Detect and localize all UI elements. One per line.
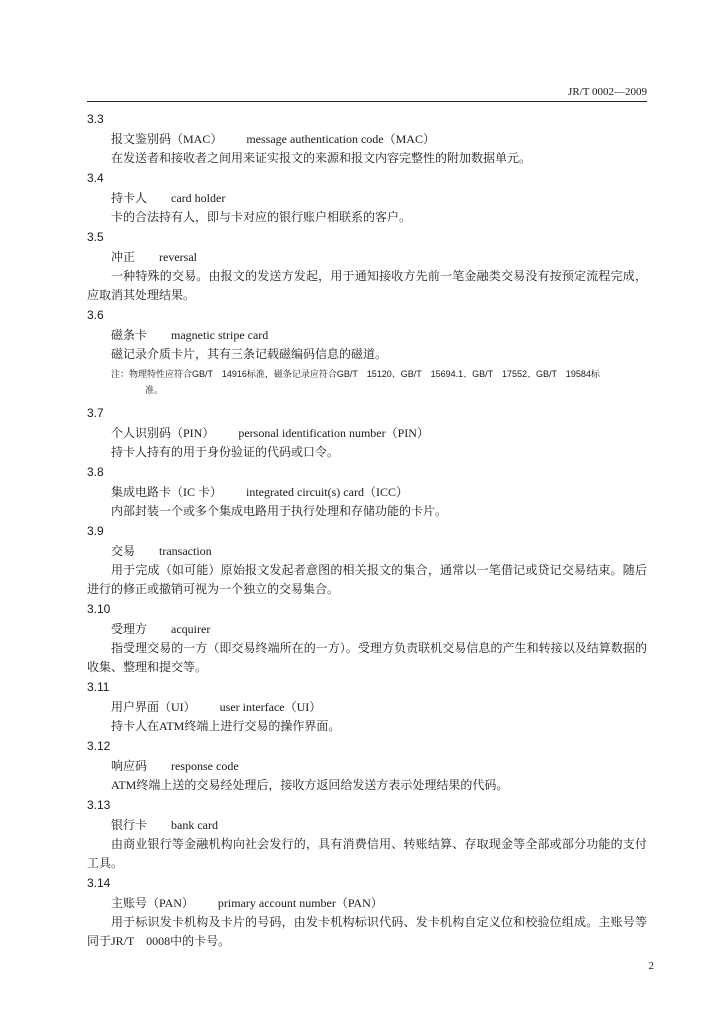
term-definition: 持卡人在ATM终端上进行交易的操作界面。 — [111, 719, 341, 733]
term-english: magnetic stripe card — [171, 328, 269, 342]
clause-number: 3.8 — [87, 465, 104, 479]
clause-number: 3.13 — [87, 798, 111, 812]
note-text: 注：物理特性应符合GB/T 14916标准，磁条记录应符合GB/T 15120、GB/T 15694.1、GB/T 17552、GB/T 19584标 — [111, 369, 600, 379]
term-chinese: 受理方 — [111, 622, 148, 636]
term-english: message authentication code（MAC） — [246, 132, 435, 146]
clause-number: 3.11 — [87, 680, 110, 694]
clause-number: 3.14 — [87, 876, 111, 890]
term-entry — [87, 678, 647, 736]
term-english: response code — [171, 759, 239, 773]
page-number: 2 — [648, 960, 654, 972]
term-definition: ATM终端上送的交易经处理后，接收方返回给发送方表示处理结果的代码。 — [111, 778, 509, 792]
term-line — [87, 189, 647, 208]
term-entry — [87, 522, 647, 599]
terms-list — [87, 110, 647, 952]
header-rule — [87, 101, 647, 102]
term-chinese: 银行卡 — [111, 818, 148, 832]
term-chinese: 冲正 — [111, 250, 136, 264]
term-chinese: 报文鉴别码（MAC） — [111, 132, 223, 146]
term-definition: 卡的合法持有人，即与卡对应的银行账户相联系的客户。 — [111, 210, 412, 224]
clause-number: 3.5 — [87, 230, 104, 244]
clause-number: 3.4 — [87, 171, 104, 185]
term-definition: 内部封装一个或多个集成电路用于执行处理和存储功能的卡片。 — [111, 504, 448, 518]
term-english: primary account number（PAN） — [217, 896, 383, 910]
term-line — [87, 894, 647, 913]
term-entry — [87, 404, 647, 462]
document-code: JR/T 0002—2009 — [568, 86, 647, 98]
clause-number: 3.12 — [87, 739, 111, 753]
term-entry — [87, 110, 647, 168]
term-english: reversal — [159, 250, 197, 264]
term-chinese: 磁条卡 — [111, 328, 148, 342]
term-english: personal identification number（PIN） — [238, 426, 429, 440]
term-entry — [87, 737, 647, 795]
term-entry — [87, 874, 647, 951]
term-line — [87, 326, 647, 345]
term-chinese: 主账号（PAN） — [111, 896, 194, 910]
term-line — [87, 483, 647, 502]
term-entry — [87, 796, 647, 873]
term-entry — [87, 169, 647, 227]
term-entry — [87, 600, 647, 677]
term-line — [87, 542, 647, 561]
term-definition: 在发送者和接收者之间用来证实报文的来源和报文内容完整性的附加数据单元。 — [111, 151, 532, 165]
term-english: integrated circuit(s) card（ICC） — [246, 485, 408, 499]
term-definition: 指受理交易的一方（即交易终端所在的一方）。受理方负责联机交易信息的产生和转接以及结算数据的收集、整理和提交等。 — [87, 641, 647, 674]
term-chinese: 个人识别码（PIN） — [111, 426, 215, 440]
term-definition: 由商业银行等金融机构向社会发行的，具有消费信用、转账结算、存取现金等全部或部分功能的支付工具。 — [87, 837, 647, 870]
term-chinese: 交易 — [111, 544, 136, 558]
term-entry — [87, 228, 647, 305]
term-line — [87, 816, 647, 835]
term-definition: 用于标识发卡机构及卡片的号码，由发卡机构标识代码、发卡机构自定义位和校验位组成。主账号等同于JR/T 0008中的卡号。 — [87, 915, 647, 948]
term-definition: 用于完成（如可能）原始报文发起者意图的相关报文的集合，通常以一笔借记或贷记交易结束。随后进行的修正或撤销可视为一个独立的交易集合。 — [87, 563, 647, 596]
term-chinese: 持卡人 — [111, 191, 148, 205]
term-chinese: 响应码 — [111, 759, 148, 773]
clause-number: 3.9 — [87, 524, 104, 538]
term-line — [87, 130, 647, 149]
term-line — [87, 620, 647, 639]
term-line — [87, 698, 647, 717]
term-chinese: 集成电路卡（IC 卡） — [111, 485, 223, 499]
term-line — [87, 424, 647, 443]
term-english: transaction — [159, 544, 212, 558]
clause-number: 3.10 — [87, 602, 111, 616]
term-definition: 磁记录介质卡片，其有三条记载磁编码信息的磁道。 — [111, 347, 388, 361]
note-continuation: 准。 — [145, 385, 164, 395]
term-english: acquirer — [171, 622, 211, 636]
term-english: bank card — [171, 818, 218, 832]
term-line — [87, 248, 647, 267]
term-definition: 持卡人持有的用于身份验证的代码或口令。 — [111, 445, 340, 459]
term-definition: 一种特殊的交易。由报文的发送方发起，用于通知接收方先前一笔金融类交易没有按预定流程完成，应取消其处理结果。 — [87, 269, 647, 302]
term-chinese: 用户界面（UI） — [111, 700, 196, 714]
clause-number: 3.3 — [87, 112, 104, 126]
term-note — [87, 366, 647, 398]
clause-number: 3.6 — [87, 308, 104, 322]
clause-number: 3.7 — [87, 406, 104, 420]
term-entry — [87, 306, 647, 398]
term-line — [87, 757, 647, 776]
term-entry — [87, 463, 647, 521]
term-english: card holder — [171, 191, 226, 205]
term-english: user interface（UI） — [219, 700, 322, 714]
